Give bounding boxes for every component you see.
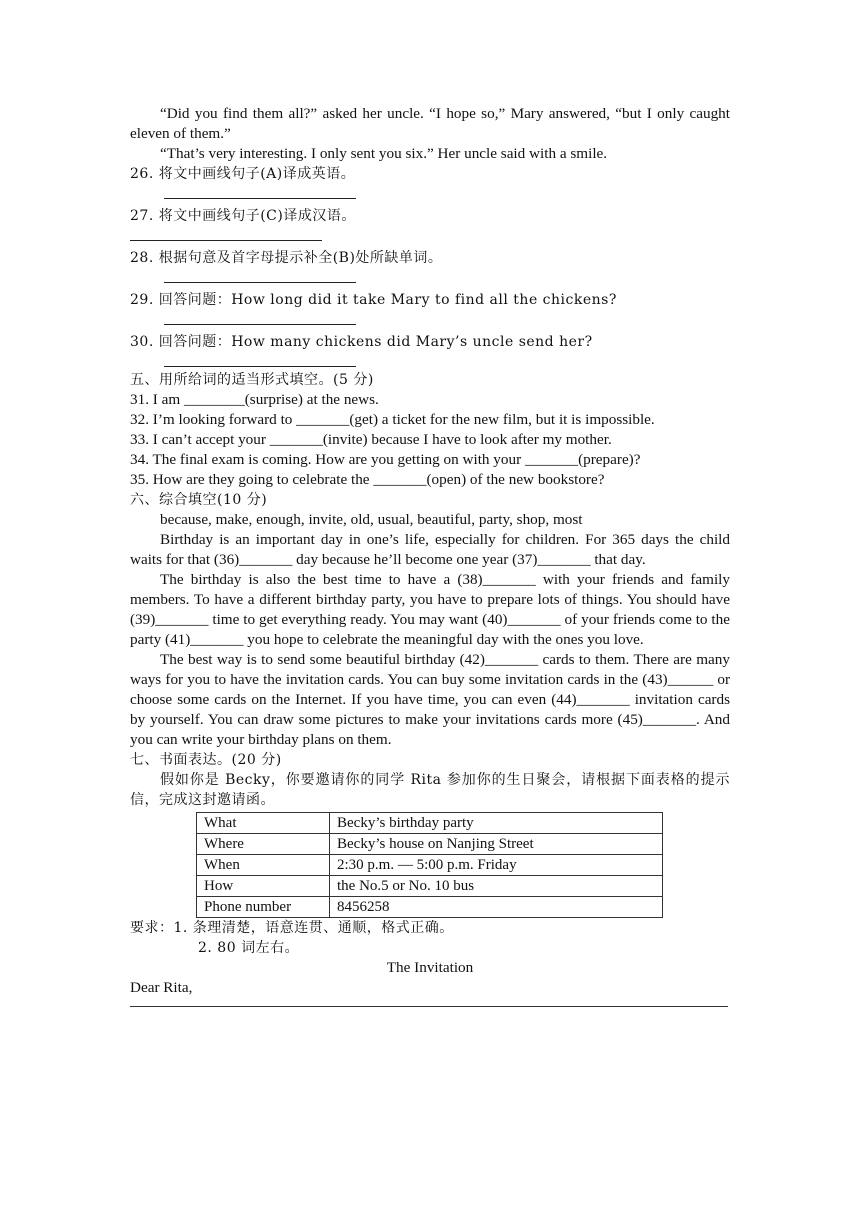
letter-salutation: Dear Rita, [130, 979, 193, 996]
section-5-heading: 五、用所给词的适当形式填空。(5 分) [130, 372, 374, 388]
invitation-info-table [196, 812, 663, 918]
word-bank: because, make, enough, invite, old, usual, beautiful, party, shop, most [160, 511, 583, 528]
question-30: 30. 回答问题：How many chickens did Mary’s uncle send her? [130, 334, 593, 350]
question-28: 28. 根据句意及首字母提示补全(B)处所缺单词。 [130, 250, 443, 266]
table-row: How the No.5 or No. 10 bus [197, 876, 663, 897]
table-row: Where Becky’s house on Nanjing Street [197, 834, 663, 855]
section-6-heading: 六、综合填空(10 分) [130, 492, 268, 508]
fill-item-32: 32. I’m looking forward to _______(get) a ticket for the new film, but it is impossible. [130, 411, 655, 428]
fill-item-31: 31. I am ________(surprise) at the news. [130, 391, 379, 408]
requirement-2: 2. 80 词左右。 [198, 940, 300, 956]
requirement-1: 要求：1. 条理清楚，语意连贯、通顺，格式正确。 [130, 920, 454, 936]
answer-line-30[interactable] [164, 352, 730, 370]
letter-title: The Invitation [386, 959, 474, 976]
cloze-paragraph-3: The best way is to send some beautiful birthday (42)_______ cards to them. There are many ways for you to have the invitation cards. You can buy some invitation cards in the (43)______ or choose some cards on the Internet. If you have time, you can even (44)_______ invitation cards by yourself. You can draw some pictures to make your invitations cards more (45)_______. And you can write your birthday plans on them. [130, 651, 730, 748]
table-row: Phone number 8456258 [197, 897, 663, 918]
fill-item-33: 33. I can’t accept your _______(invite) because I have to look after my mother. [130, 431, 612, 448]
section-7-heading: 七、书面表达。(20 分) [130, 752, 282, 768]
question-26: 26. 将文中画线句子(A)译成英语。 [130, 166, 356, 182]
question-29: 29. 回答问题：How long did it take Mary to find all the chickens? [130, 292, 617, 308]
story-paragraph: “That’s very interesting. I only sent you six.” Her uncle said with a smile. [160, 145, 608, 162]
writing-prompt: 假如你是 Becky，你要邀请你的同学 Rita 参加你的生日聚会，请根据下面表格的提示信，完成这封邀请函。 [130, 772, 730, 808]
answer-line-26[interactable] [164, 184, 730, 206]
table-row: When 2:30 p.m. — 5:00 p.m. Friday [197, 855, 663, 876]
cloze-paragraph-2: The birthday is also the best time to have a (38)_______ with your friends and family members. To have a different birthday party, you have to prepare lots of things. You should have (39)_______ time to get everything ready. You may want (40)_______ of your friends come to the party (41)_______ you hope to celebrate the meaningful day with the ones you love. [130, 571, 730, 648]
fill-item-34: 34. The final exam is coming. How are you getting on with your _______(prepare)? [130, 451, 641, 468]
writing-line[interactable] [130, 998, 728, 1007]
fill-item-35: 35. How are they going to celebrate the _______(open) of the new bookstore? [130, 471, 605, 488]
answer-line-29[interactable] [164, 310, 730, 332]
story-paragraph: “Did you find them all?” asked her uncle. “I hope so,” Mary answered, “but I only caught eleven of them.” [130, 105, 730, 142]
cloze-paragraph-1: Birthday is an important day in one’s life, especially for children. For 365 days the child waits for that (36)_______ day because he’ll become one year (37)_______ that day. [130, 531, 730, 568]
answer-line-27[interactable] [130, 226, 730, 248]
question-27: 27. 将文中画线句子(C)译成汉语。 [130, 208, 356, 224]
table-row: What Becky’s birthday party [197, 813, 663, 834]
answer-line-28[interactable] [164, 268, 730, 290]
exam-page [130, 104, 730, 1007]
